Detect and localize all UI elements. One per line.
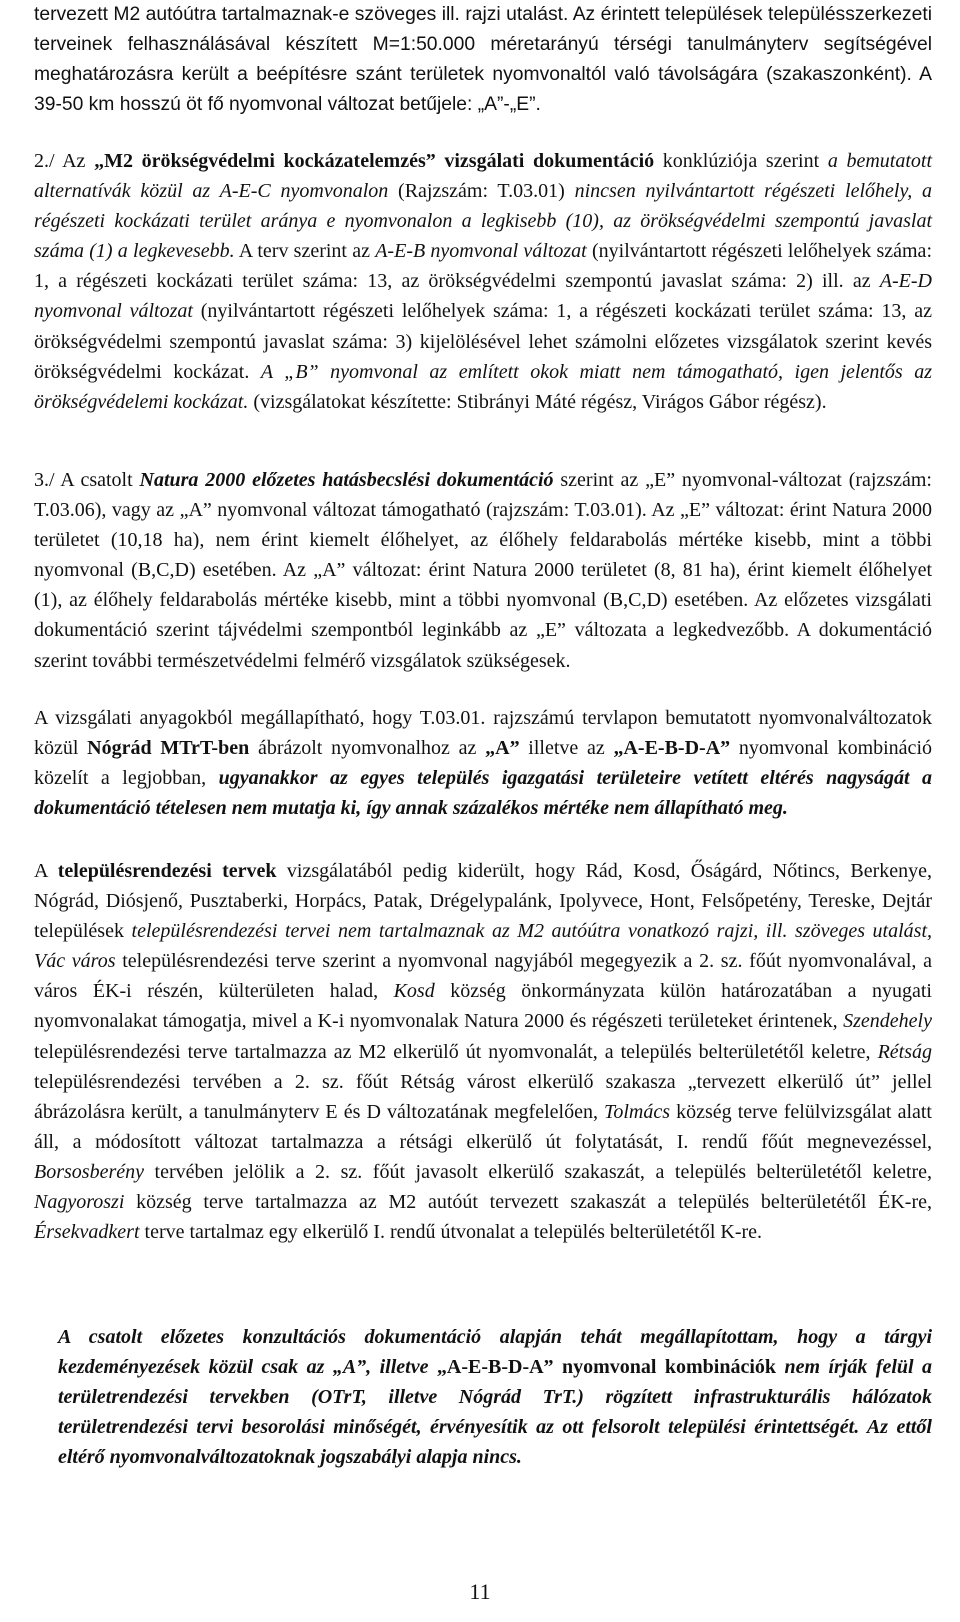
text-run: illetve az [519,737,614,760]
text-run: A csatolt előzetes konzultációs dokumentáció alapján tehát megállapítottam, hogy a tárgyi kezdeményezések közül csak az „A”, illetve [58,1326,932,1379]
text-run: településrendezési tervei nem tartalmaznak az M2 autóútra vonatkozó rajzi, ill. szöveges utalást, Vác város [34,920,933,973]
text-run: A [34,860,58,882]
text-run: konklúziója szerint [654,150,828,172]
text-run: „A-E-B-D-A” [613,737,731,760]
text-run: község terve tartalmazza az M2 autóút tervezett szakaszát a település belterületétől ÉK-re, [124,1191,932,1214]
text-run: „M2 örökségvédelmi kockázatelemzés” vizsgálati dokumentáció [94,150,655,172]
text-run: a bemutatott alternatívák közül az A-E-C nyomvonalon [34,150,933,203]
text-run: ugyanakkor az egyes település igazgatási területeire vetített eltérés nagyságát a dokumentáció tételesen nem mutatja ki, így annak százalékos mértéke nem állapítható meg. [34,767,932,820]
text-run: tervezett M2 autóútra tartalmaznak-e szöveges ill. rajzi utalást. Az érintett települések településszerkezeti terveinek felhasználásával készített M=1:50.000 méretarányú térségi tanulmányterv segítségével meghatározásra került a beépítésre szánt területek nyomvonaltól való távolságára (szakaszonként). A 39-50 km hosszú öt fő nyomvonal változat betűjele: „A”-„E”. [34,4,932,116]
text-run: A-E-B nyomvonal változat [375,240,587,263]
text-run: Rétság [877,1040,932,1063]
text-run: terve tartalmaz egy elkerülő I. rendű útvonalat a település belterületétől K-re. [139,1221,763,1244]
text-run: „A-E-B-D-A” nyomvonal kombinációk [436,1356,777,1379]
text-run: településrendezési terve szerint a nyomvonal nagyjából megegyezik a 2. sz. főút nyomvonalával, a város ÉK-i részén, külterületen halad, [34,950,932,1003]
text-run: szerint az „E” nyomvonal-változat (rajzszám: T.03.06), vagy az „A” nyomvonal változat támogatható (rajzszám: T.03.01). Az „E” változat: érint Natura 2000 területet (10,18 ha), nem érint kiemelt élőhelyet, az élőhely feldarabolás mértéke kisebb, mint a többi nyomvonal (B,C,D) esetében. Az „A” változat: érint Natura 2000 területet (8, 81 ha), érint kiemelt élőhelyet (1), az élőhely feldarabolás mértéke kisebb, mint a többi nyomvonal (B,C,D) esetében. Az előzetes vizsgálati dokumentáció szerint tájvédelmi szempontból leginkább az „E” változata a legkedvezőbb. A dokumentáció szerint további természetvédelmi felmérő vizsgálatok szükségesek. [34,469,932,672]
text-run: „A” [485,737,520,760]
text-run: tervében jelölik a 2. sz. főút javasolt elkerülő szakaszát, a település belterületétől keletre, [143,1160,932,1183]
text-run: község önkormányzata külön határozatában a nyugati nyomvonalakat támogatja, mivel a K-i nyomvonalak Natura 2000 és régészeti területeket érintenek, [34,980,932,1033]
paragraph-heritage-risk [34,146,932,417]
text-run: Kosd [393,980,435,1003]
text-run: vizsgálatából pedig kiderült, hogy Rád, Kosd, Őságárd, Nőtincs, Berkenye, Nógrád, Diósjenő, Pusztaberki, Horpács, Patak, Drégelypalánk, Ipolyvece, Hont, Felsőpetény, Tereske, Dejtár települések [34,860,933,943]
page-number: 11 [469,1579,491,1604]
text-run: településrendezési tervek [57,860,277,882]
text-run: (nyilvántartott régészeti lelőhelyek száma: 1, a régészeti kockázati terület száma: 13, az örökségvédelmi szempontú javaslat száma: 2) ill. az [34,240,932,293]
text-run: településrendezési tervében a 2. sz. főút Rétság várost elkerülő szakasza „tervezett elkerülő út” jellel ábrázolásra került, a tanulmányterv E és D változatának megfelelően, [34,1070,932,1123]
paragraph-conclusion [58,1322,932,1472]
text-run: Nagyoroszi [34,1191,125,1214]
paragraph-route-variants [34,0,932,120]
text-run: nincsen nyilvántartott régészeti lelőhely, a régészeti kockázati terület aránya e nyomvonalon a legkisebb (10), az örökségvédelmi szempontú javaslat száma (1) a legkevesebb. [34,180,932,263]
text-run: 3./ A csatolt [34,469,140,491]
paragraph-findings [34,703,932,823]
text-run: A terv szerint az [234,240,376,263]
text-run: ábrázolt nyomvonalhoz az [249,737,486,760]
text-run: Borsosberény [34,1160,144,1183]
text-run: A vizsgálati anyagokból megállapítható, hogy T.03.01. rajzszámú tervlapon bemutatott nyomvonalváltozatok közül [34,707,932,760]
text-run: (vizsgálatokat készítette: Stibrányi Máté régész, Virágos Gábor régész). [248,390,827,413]
text-run: község terve felülvizsgálat alatt áll, a módosított változat tartalmazza a rétsági elkerülő út folytatását, I. rendű főút megnevezéssel, [34,1100,932,1153]
text-run: Nógrád MTrT-ben [87,737,250,760]
text-run: településrendezési terve tartalmazza az M2 elkerülő út nyomvonalát, a település belterületétől keletre, [34,1040,878,1063]
text-run: (nyilvántartott régészeti lelőhelyek száma: 1, a régészeti kockázati terület száma: 13, az örökségvédelmi szempontú javaslat száma: 3) kijelölésével lehet számolni előzetes vizsgálatok szerint kevés örökségvédelmi kockázat. [34,300,932,383]
paragraph-settlement-plans [34,856,932,1247]
text-run: 2./ Az [34,150,95,172]
text-run: Tolmács [604,1100,670,1123]
text-run: Natura 2000 előzetes hatásbecslési dokumentáció [139,469,554,491]
text-run: Érsekvadkert [34,1221,140,1244]
text-run: nyomvonal kombináció közelít a legjobban, [34,737,932,790]
text-run: nem írják felül a területrendezési tervekben (OTrT, illetve Nógrád TrT.) rögzített infrastrukturális hálózatok területrendezési tervi besorolási minőségét, érvényesítik az ott felsorolt települési érintettségét. Az ettől eltérő nyomvonalváltozatoknak jogszabályi alapja nincs. [58,1356,932,1469]
text-run: A-E-D nyomvonal változat [34,270,932,323]
text-run: Szendehely [843,1010,932,1033]
paragraph-natura-2000 [34,465,932,676]
text-run: (Rajzszám: T.03.01) [388,180,575,203]
text-run: A „B” nyomvonal az említett okok miatt nem támogatható, igen jelentős az örökségvédelemi kockázat. [34,360,932,413]
